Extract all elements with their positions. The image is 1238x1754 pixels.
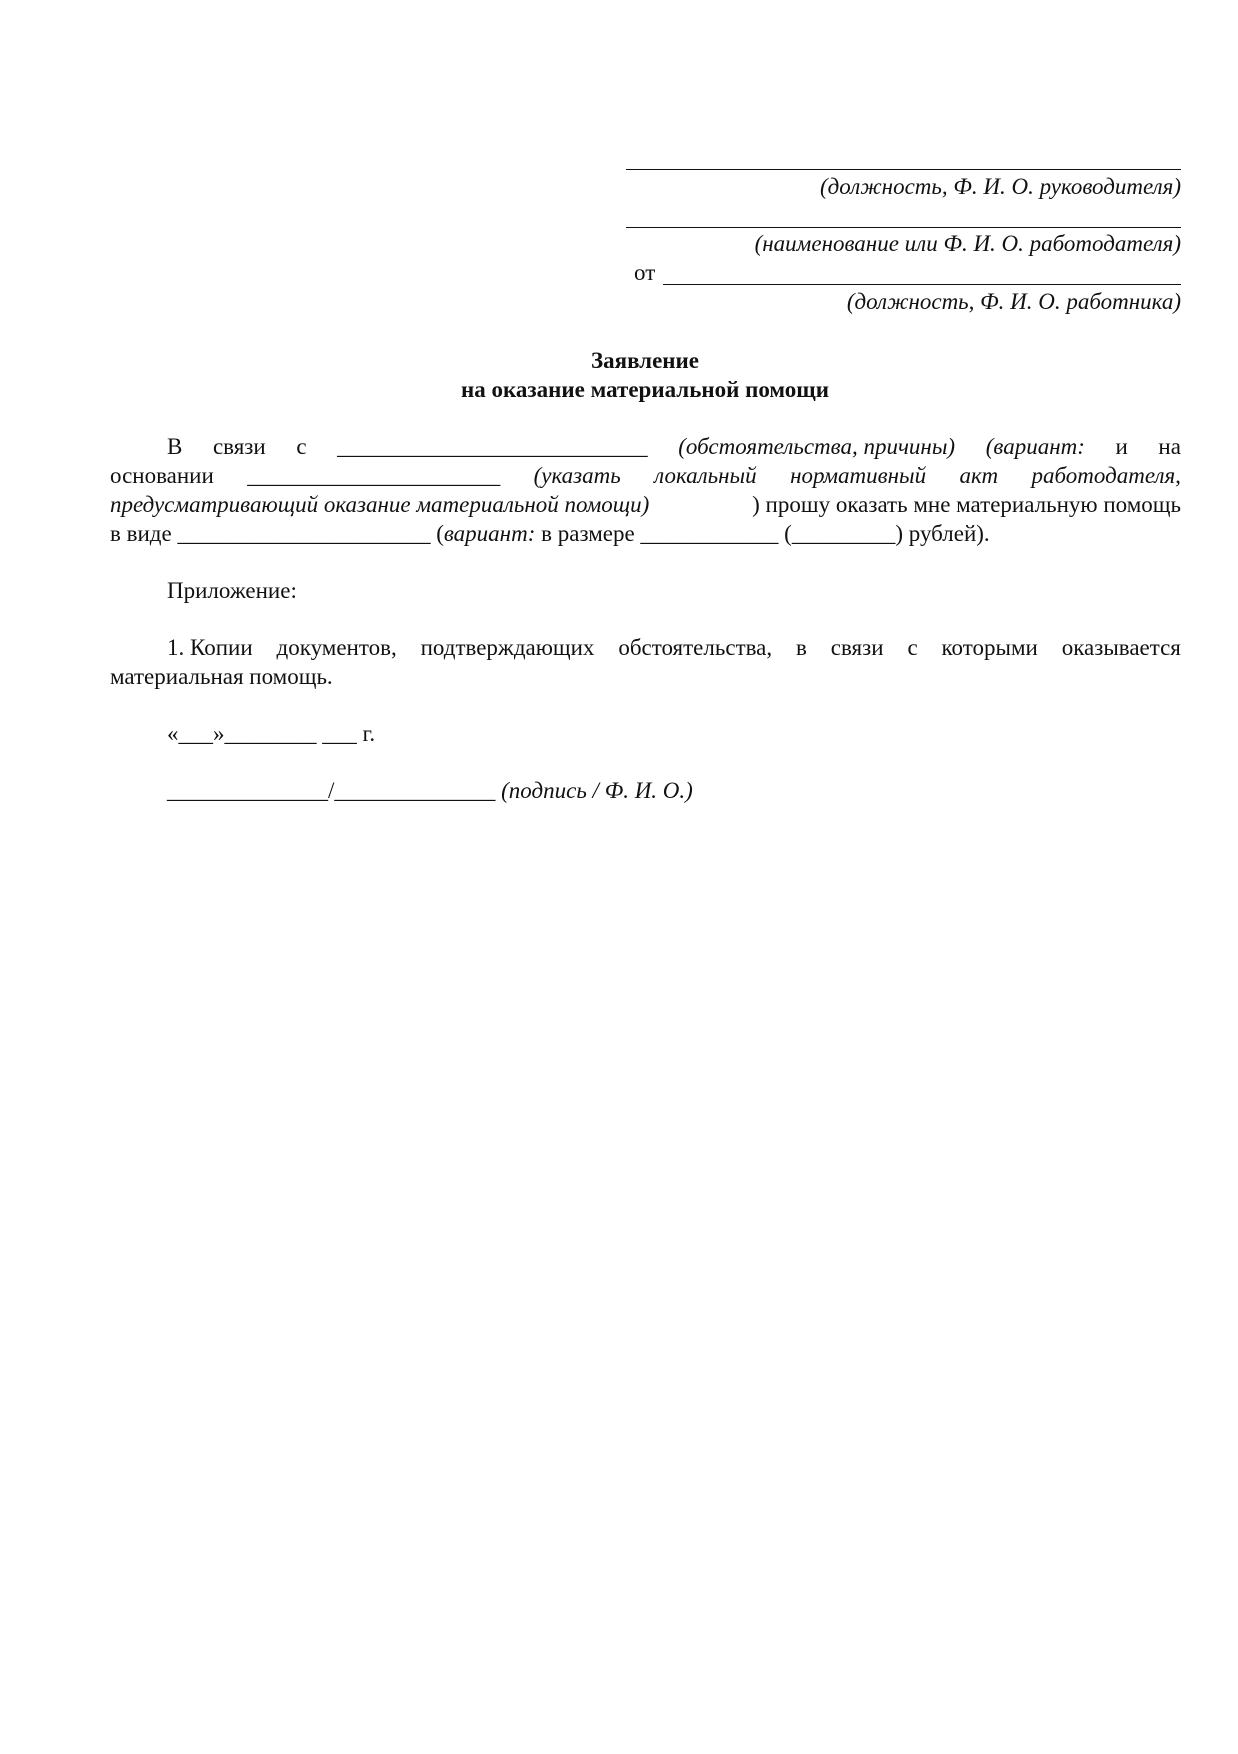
from-label: от [634,260,656,285]
body-line-2 [110,461,1181,490]
body-word: В [167,434,183,459]
request-text: ) прошу оказать мне материальную помощь [752,492,1181,517]
signature-line [167,776,693,805]
body-line-3 [110,490,1181,519]
body-word: связи [212,434,266,459]
body-word: и [1115,434,1128,459]
attachment-word: оказывается [1061,635,1181,660]
body-word: на [1158,434,1181,459]
body-word: с [296,434,307,459]
attachment-word: с [907,635,918,660]
attachment-item-1 [167,633,1181,662]
hint-word: работодателя, [1031,463,1181,488]
body-line-1 [167,432,1181,461]
attachment-word: в [796,635,807,660]
manager-blank-line[interactable] [626,169,1181,170]
variant-label: (вариант: [985,434,1085,459]
hint-word: акт [959,463,999,488]
employee-blank-line[interactable] [663,284,1181,285]
circumstances-hint: (обстоятельства, причины) [678,434,956,459]
signature-blank[interactable]: ______________/______________ [167,778,496,803]
attachment-item-1-continuation: материальная помощь. [110,664,333,689]
hint-word: локальный [654,463,757,488]
document-title: Заявление [590,348,700,373]
hint-word: нормативный [790,463,927,488]
employer-blank-line[interactable] [626,227,1181,228]
local-act-hint: предусматривающий оказание материальной помощи) [110,492,650,517]
body-word: основании [110,463,214,488]
attachment-word: которыми [941,635,1038,660]
body-line-4 [110,519,990,548]
date-field[interactable]: «___»________ ___ г. [167,721,376,746]
employer-caption: (наименование или Ф. И. О. работодателя) [754,231,1181,256]
attachment-label: Приложение: [167,578,297,603]
employee-caption: (должность, Ф. И. О. работника) [846,289,1181,314]
local-act-blank[interactable]: ______________________ [247,463,501,488]
amount-text: в размере ____________ (_________) рублей). [535,521,990,546]
attachment-word: 1. Копии [167,635,253,660]
attachment-word: документов, [276,635,397,660]
attachment-word: обстоятельства, [618,635,773,660]
attachment-word: подтверждающих [420,635,595,660]
signature-caption: (подпись / Ф. И. О.) [501,778,693,803]
attachment-word: связи [830,635,884,660]
circumstances-blank[interactable]: ___________________________ [337,434,648,459]
manager-caption: (должность, Ф. И. О. руководителя) [820,174,1181,199]
document-subtitle: на оказание материальной помощи [461,377,829,402]
variant-label: вариант: [443,521,536,546]
hint-word: (указать [533,463,621,488]
help-type-text: в виде ______________________ ( [110,521,444,546]
